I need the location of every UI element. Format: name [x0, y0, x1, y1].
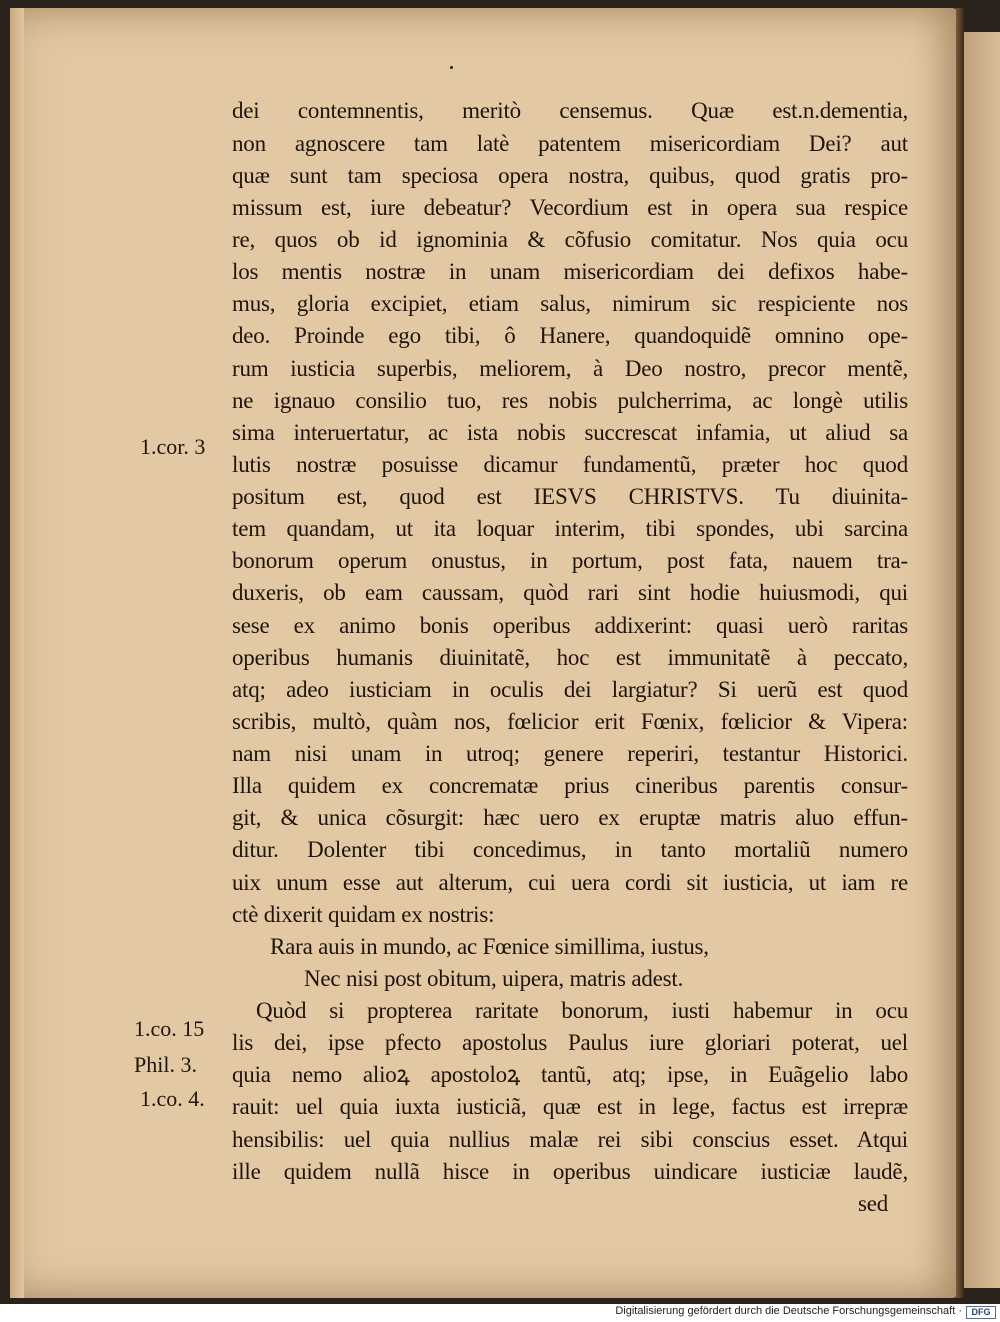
text-line: rauit: uel quia iuxta iusticiã, quæ est in lege, factus est irrepræ [232, 1094, 908, 1119]
dfg-logo: DFG [966, 1306, 996, 1319]
text-line: non agnoscere tam latè patentem misericordiam Dei? aut [232, 131, 908, 156]
text-line: lis dei, ipse pfecto apostolus Paulus iure gloriari poterat, uel [232, 1030, 908, 1055]
text-line: sima interuertatur, ac ista nobis succrescat infamia, ut aliud sa [232, 420, 908, 445]
facing-page-edge [964, 32, 1000, 1288]
verse-line: Nec nisi post obitum, uipera, matris adest. [304, 966, 684, 991]
text-line: scribis, multò, quàm nos, fœlicior erit Fœnix, fœlicior & Vipera: [232, 709, 908, 734]
page-dot [450, 66, 453, 69]
margin-note: 1.co. 4. [140, 1086, 205, 1111]
text-line: Illa quidem ex concrematæ prius cineribus parentis consur- [232, 773, 908, 798]
book-gutter [956, 8, 964, 1298]
text-line: operibus humanis diuinitatẽ, hoc est immunitatẽ à peccato, [232, 645, 908, 670]
margin-note: Phil. 3. [134, 1052, 197, 1077]
text-line: lutis nostræ posuisse dicamur fundamentũ, præter hoc quod [232, 452, 908, 477]
text-line: missum est, iure debeatur? Vecordium est in opera sua respice [232, 195, 908, 220]
text-line: nam nisi unam in utroq; genere reperiri, testantur Historici. [232, 741, 908, 766]
margin-note: 1.cor. 3 [140, 434, 206, 459]
text-line: quæ sunt tam speciosa opera nostra, quibus, quod gratis pro- [232, 163, 908, 188]
text-line: bonorum operum onustus, in portum, post fata, nauem tra- [232, 548, 908, 573]
text-line: ille quidem nullã hisce in operibus uindicare iusticiæ laudẽ, [232, 1159, 908, 1184]
text-line: rum iusticia superbis, meliorem, à Deo nostro, precor mentẽ, [232, 356, 908, 381]
text-line: quia nemo alioꝝ apostoloꝝ tantũ, atq; ipse, in Euãgelio labo [232, 1062, 908, 1087]
text-line: los mentis nostræ in unam misericordiam dei defixos habe- [232, 259, 908, 284]
text-line: tem quandam, ut ita loquar interim, tibi spondes, ubi sarcina [232, 516, 908, 541]
text-line: deo. Proinde ego tibi, ô Hanere, quandoquidẽ omnino ope- [232, 323, 908, 348]
text-line: sese ex animo bonis operibus addixerint: quasi uerò raritas [232, 613, 908, 638]
text-line: hensibilis: uel quia nullius malæ rei sibi conscius esset. Atqui [232, 1127, 908, 1152]
text-line: atq; adeo iusticiam in oculis dei largiatur? Si uerũ est quod [232, 677, 908, 702]
text-line: Quòd si propterea raritate bonorum, iusti habemur in ocu [256, 998, 908, 1023]
margin-note: 1.co. 15 [134, 1016, 205, 1041]
text-line: duxeris, ob eam caussam, quòd rari sint hodie huiusmodi, qui [232, 580, 908, 605]
catchword: sed [858, 1191, 889, 1216]
footer-credit: Digitalisierung gefördert durch die Deutsche Forschungsgemeinschaft · [615, 1305, 962, 1317]
text-line: re, quos ob id ignominia & cõfusio comitatur. Nos quia ocu [232, 227, 908, 252]
text-line: ne ignauo consilio tuo, res nobis pulcherrima, ac longè utilis [232, 388, 908, 413]
text-line: uix unum esse aut alterum, cui uera cordi sit iusticia, ut iam re [232, 870, 908, 895]
footer-bar [0, 1304, 1000, 1322]
verse-line: Rara auis in mundo, ac Fœnice simillima, iustus, [270, 934, 709, 959]
text-line: dei contemnentis, meritò censemus. Quæ est.n.dementia, [232, 98, 908, 123]
text-line: ctè dixerit quidam ex nostris: [232, 902, 495, 927]
page-edge [10, 8, 24, 1298]
text-line: mus, gloria excipiet, etiam salus, nimirum sic respiciente nos [232, 291, 908, 316]
text-line: positum est, quod est IESVS CHRISTVS. Tu diuinita- [232, 484, 908, 509]
text-line: git, & unica cõsurgit: hæc uero ex eruptæ matris aluo effun- [232, 805, 908, 830]
text-line: ditur. Dolenter tibi concedimus, in tanto mortaliũ numero [232, 837, 908, 862]
